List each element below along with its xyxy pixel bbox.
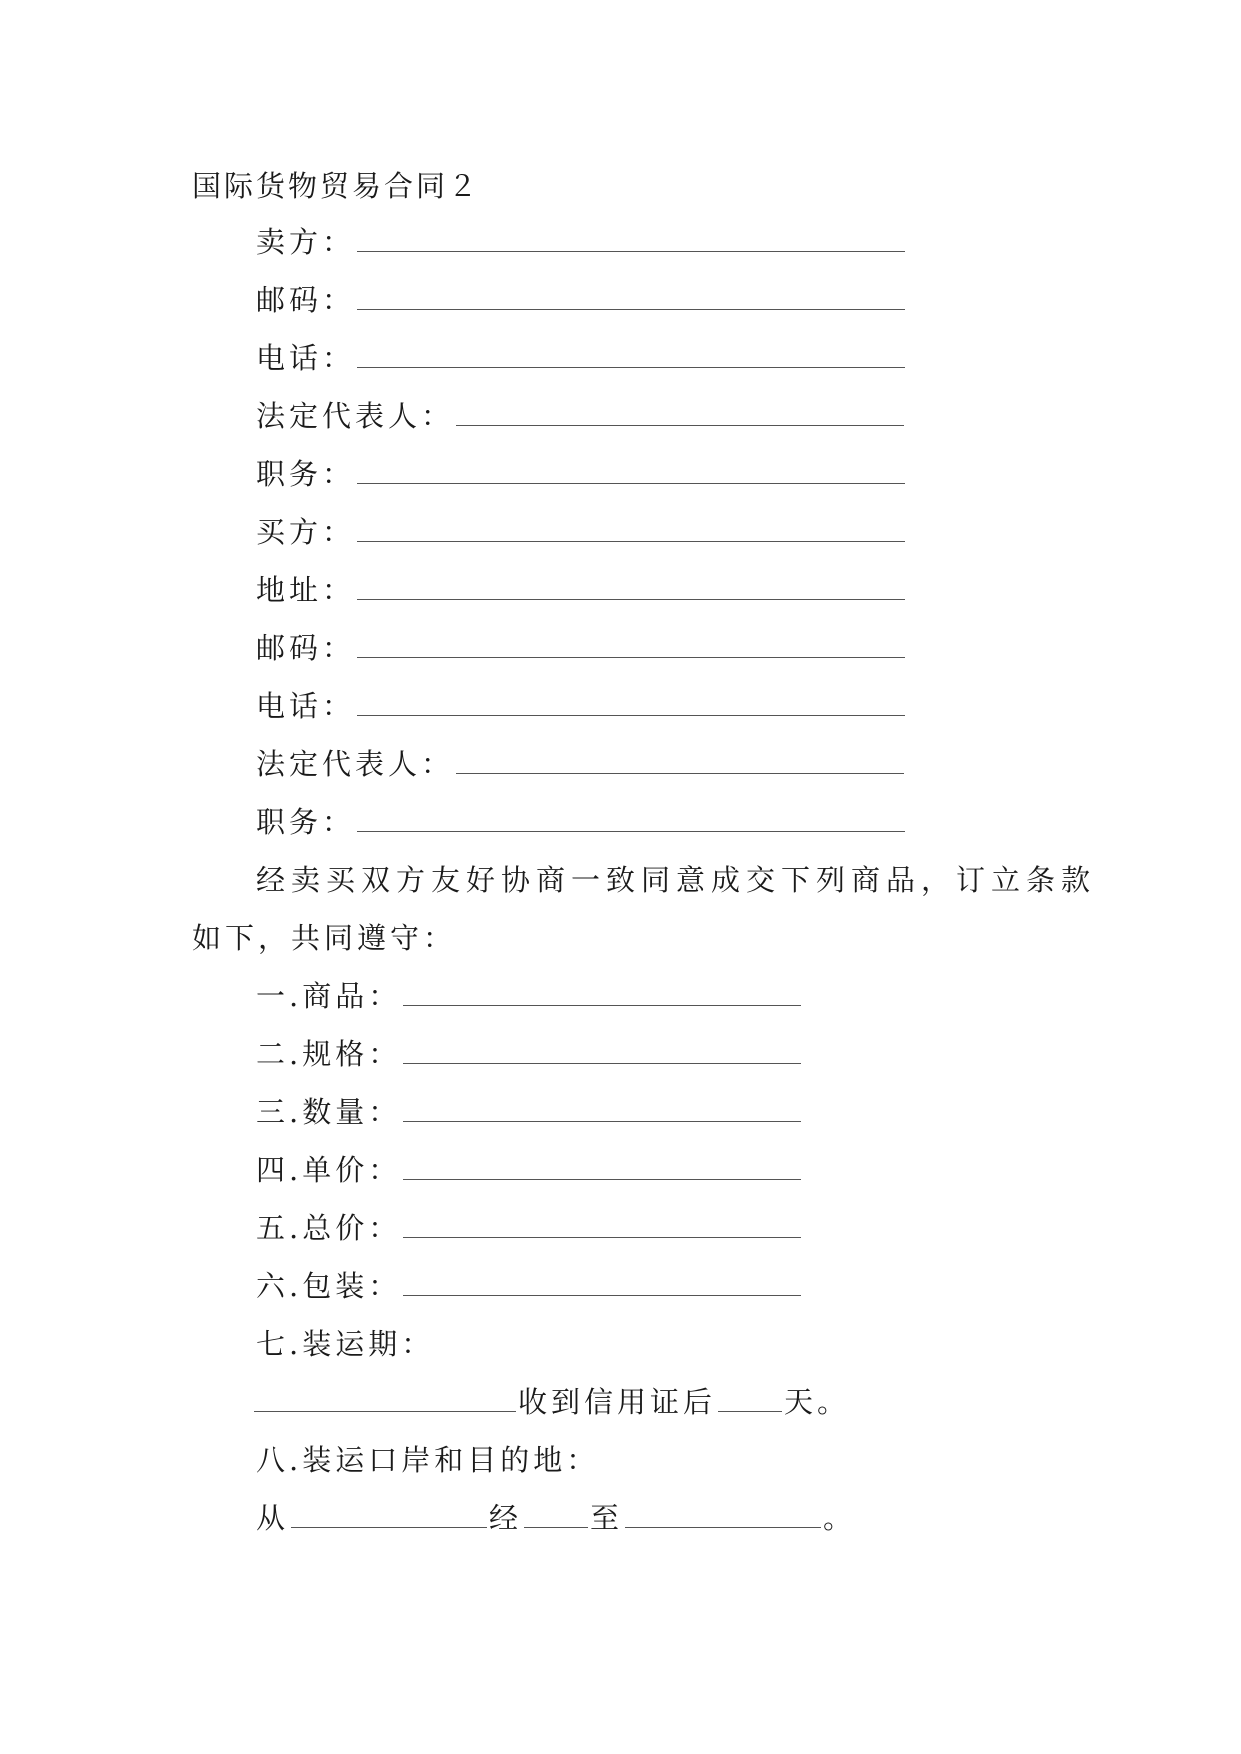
term-spec-label: 二.规格： bbox=[256, 1037, 402, 1071]
term-goods-row bbox=[256, 976, 803, 1016]
buyer-name-label: 买方： bbox=[256, 515, 356, 549]
buyer-name-blank[interactable] bbox=[357, 513, 905, 542]
shipment-blank-1[interactable] bbox=[254, 1383, 516, 1412]
seller-zip-label: 邮码： bbox=[256, 283, 356, 317]
buyer-position-label: 职务： bbox=[256, 805, 356, 839]
seller-position-blank[interactable] bbox=[357, 455, 905, 484]
term-packing-label: 六.包装： bbox=[256, 1269, 402, 1303]
buyer-zip-blank[interactable] bbox=[357, 629, 905, 658]
seller-rep-blank[interactable] bbox=[456, 397, 904, 426]
term-shipment-label: 七.装运期： bbox=[256, 1327, 435, 1361]
buyer-phone-row bbox=[256, 686, 907, 726]
shipment-unit: 天。 bbox=[784, 1385, 851, 1419]
buyer-position-row bbox=[256, 802, 907, 842]
ports-to-blank[interactable] bbox=[625, 1499, 821, 1528]
buyer-zip-label: 邮码： bbox=[256, 631, 356, 665]
buyer-address-label: 地址： bbox=[256, 573, 356, 607]
term-total-price-label: 五.总价： bbox=[256, 1211, 402, 1245]
buyer-position-blank[interactable] bbox=[357, 803, 905, 832]
buyer-address-row bbox=[256, 570, 907, 610]
buyer-address-blank[interactable] bbox=[357, 571, 905, 600]
term-unit-price-blank[interactable] bbox=[403, 1151, 801, 1180]
term-unit-price-row bbox=[256, 1150, 803, 1190]
buyer-name-row bbox=[256, 512, 907, 552]
seller-position-label: 职务： bbox=[256, 457, 356, 491]
buyer-rep-label: 法定代表人： bbox=[256, 747, 455, 781]
term-packing-row bbox=[256, 1266, 803, 1306]
seller-zip-row bbox=[256, 280, 907, 320]
term-spec-blank[interactable] bbox=[403, 1035, 801, 1064]
ports-end-text: 。 bbox=[823, 1501, 857, 1535]
seller-rep-row bbox=[256, 396, 906, 436]
term-ports-label: 八.装运口岸和目的地： bbox=[256, 1443, 600, 1477]
shipment-days-blank[interactable] bbox=[718, 1383, 782, 1412]
seller-phone-row bbox=[256, 338, 907, 378]
ports-to-text: 至 bbox=[590, 1501, 624, 1535]
term-spec-row bbox=[256, 1034, 803, 1074]
intro-paragraph-line2: 如下，共同遵守： bbox=[192, 921, 457, 955]
buyer-rep-blank[interactable] bbox=[456, 745, 904, 774]
term-shipment-label-row bbox=[256, 1324, 434, 1364]
term-total-price-row bbox=[256, 1208, 803, 1248]
seller-phone-blank[interactable] bbox=[357, 339, 905, 368]
term-goods-label: 一.商品： bbox=[256, 979, 402, 1013]
term-ports-detail-row bbox=[256, 1498, 856, 1538]
shipment-text: 收到信用证后 bbox=[518, 1385, 717, 1419]
seller-position-row bbox=[256, 454, 907, 494]
document-title: 国际货物贸易合同２ bbox=[192, 169, 481, 203]
buyer-phone-label: 电话： bbox=[256, 689, 356, 723]
seller-name-row bbox=[256, 222, 907, 262]
term-shipment-detail-row bbox=[254, 1382, 850, 1422]
ports-from-text: 从 bbox=[256, 1501, 290, 1535]
seller-zip-blank[interactable] bbox=[357, 281, 905, 310]
term-quantity-label: 三.数量： bbox=[256, 1095, 402, 1129]
buyer-phone-blank[interactable] bbox=[357, 687, 905, 716]
buyer-rep-row bbox=[256, 744, 906, 784]
ports-via-text: 经 bbox=[489, 1501, 523, 1535]
term-ports-label-row bbox=[256, 1440, 599, 1480]
buyer-zip-row bbox=[256, 628, 907, 668]
term-goods-blank[interactable] bbox=[403, 977, 801, 1006]
ports-from-blank[interactable] bbox=[291, 1499, 487, 1528]
seller-rep-label: 法定代表人： bbox=[256, 399, 455, 433]
term-quantity-row bbox=[256, 1092, 803, 1132]
intro-paragraph-line1: 经卖买双方友好协商一致同意成交下列商品，订立条款 bbox=[256, 863, 1097, 897]
seller-phone-label: 电话： bbox=[256, 341, 356, 375]
seller-name-label: 卖方： bbox=[256, 225, 356, 259]
term-unit-price-label: 四.单价： bbox=[256, 1153, 402, 1187]
ports-via-blank[interactable] bbox=[524, 1499, 588, 1528]
seller-name-blank[interactable] bbox=[357, 223, 905, 252]
term-quantity-blank[interactable] bbox=[403, 1093, 801, 1122]
term-packing-blank[interactable] bbox=[403, 1267, 801, 1296]
term-total-price-blank[interactable] bbox=[403, 1209, 801, 1238]
